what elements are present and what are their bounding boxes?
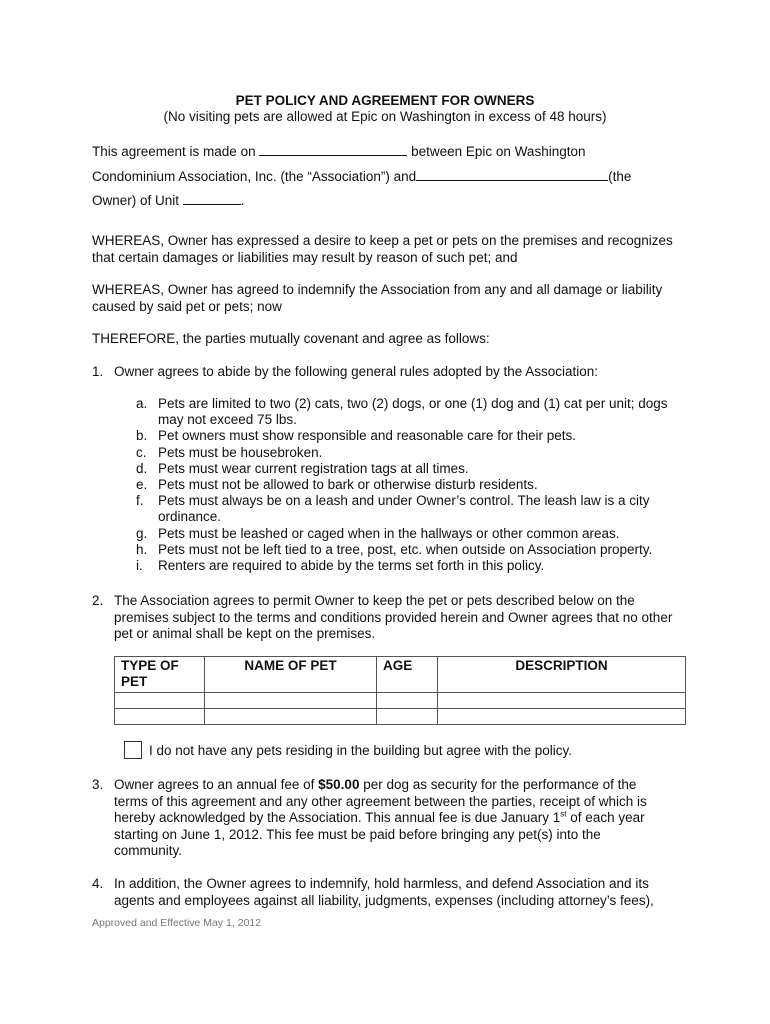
table-cell[interactable] (205, 693, 377, 709)
list-item (136, 396, 676, 428)
intro-text: (the (608, 169, 632, 184)
section-3-text-part: per dog as security for the performance of the terms of this agreement and any other agreement between the parties, receipt of which is hereby acknowledged by the Association. This annual fee is due January 1 (114, 777, 647, 825)
table-header-type: TYPE OF PET (115, 657, 205, 693)
intro-line-3 (92, 192, 245, 208)
table-header-name: NAME OF PET (205, 657, 377, 693)
section-2-text: The Association agrees to permit Owner to keep the pet or pets described below on the premises subject to the terms and conditions provided herein and Owner agrees that no other pet or animal shall be kept on the premises. (114, 593, 673, 641)
rule-letter: h. (136, 541, 148, 557)
section-2-number: 2. (92, 593, 104, 608)
rule-text: Pets must not be left tied to a tree, post, etc. when outside on Association property. (158, 541, 653, 557)
rule-text: Pets must be housebroken. (158, 444, 323, 460)
whereas-paragraph-2: WHEREAS, Owner has agreed to indemnify the Association from any and all damage or liability caused by said pet or pets; now (92, 282, 663, 314)
ordinal-suffix: st (560, 809, 567, 819)
rule-text: Pets must wear current registration tags at all times. (158, 460, 469, 476)
section-1-number: 1. (92, 364, 104, 379)
table-cell[interactable] (377, 693, 438, 709)
section-3-text (114, 777, 670, 860)
date-blank-field[interactable] (259, 143, 407, 156)
table-cell[interactable] (115, 709, 205, 725)
list-item (136, 445, 676, 461)
owner-name-blank-field[interactable] (416, 168, 608, 181)
rule-text: Pets are limited to two (2) cats, two (2) dogs, or one (1) dog and (1) cat per unit; dogs may not exceed 75 lbs. (158, 396, 668, 428)
table-cell[interactable] (438, 693, 686, 709)
rule-letter: e. (136, 477, 148, 493)
list-item (136, 558, 676, 574)
section-3-number: 3. (92, 777, 104, 792)
intro-text: Condominium Association, Inc. (the “Association”) and (92, 169, 417, 184)
page-footer: Approved and Effective May 1, 2012 (92, 917, 262, 929)
rule-letter: g. (136, 525, 148, 541)
table-header-age: AGE (377, 657, 438, 693)
table-cell[interactable] (115, 693, 205, 709)
rule-text: Pets must not be allowed to bark or otherwise disturb residents. (158, 477, 538, 493)
rule-letter: d. (136, 460, 148, 476)
unit-blank-field[interactable] (183, 192, 241, 205)
rule-text: Pets must always be on a leash and under Owner’s control. The leash law is a city ordinance. (158, 493, 650, 525)
intro-text: Owner) of Unit (92, 193, 180, 208)
section-3-text-part: of each year starting on June 1, 2012. This fee must be paid before bringing any pet(s) into the community. (114, 810, 645, 858)
rule-letter: i. (136, 558, 143, 574)
annual-fee-amount: $50.00 (318, 777, 360, 792)
rules-list (136, 396, 676, 574)
list-item (136, 428, 676, 444)
intro-line-1 (92, 143, 586, 159)
list-item (136, 461, 676, 477)
section-4-text: In addition, the Owner agrees to indemnify, hold harmless, and defend Association and its agents and employees against all liability, judgments, expenses (including attorney’s fees), (114, 876, 654, 908)
rule-letter: c. (136, 444, 147, 460)
rule-letter: f. (136, 493, 144, 509)
document-subtitle: (No visiting pets are allowed at Epic on Washington in excess of 48 hours) (163, 109, 607, 124)
rule-text: Renters are required to abide by the terms set forth in this policy. (158, 558, 545, 574)
document-title: PET POLICY AND AGREEMENT FOR OWNERS (235, 93, 535, 108)
rule-text: Pets must be leashed or caged when in the hallways or other common areas. (158, 525, 620, 541)
intro-text: . (240, 193, 245, 208)
section-4-number: 4. (92, 876, 104, 891)
list-item (136, 477, 676, 493)
list-item (136, 493, 676, 525)
section-1-text: Owner agrees to abide by the following general rules adopted by the Association: (114, 364, 599, 379)
table-row (115, 693, 686, 709)
intro-text: This agreement is made on (92, 144, 256, 159)
section-3-text-part: Owner agrees to an annual fee of (114, 777, 315, 792)
therefore-paragraph: THEREFORE, the parties mutually covenant and agree as follows: (92, 331, 490, 346)
pet-table (114, 656, 686, 725)
table-cell[interactable] (377, 709, 438, 725)
rule-letter: b. (136, 428, 148, 444)
pet-table-header-row (115, 657, 686, 693)
table-header-description: DESCRIPTION (438, 657, 686, 693)
no-pets-checkbox-label: I do not have any pets residing in the building but agree with the policy. (149, 743, 573, 758)
list-item (136, 526, 676, 542)
intro-text: between Epic on Washington (411, 144, 586, 159)
list-item (136, 542, 676, 558)
rule-text: Pet owners must show responsible and reasonable care for their pets. (158, 428, 576, 444)
whereas-paragraph-1: WHEREAS, Owner has expressed a desire to keep a pet or pets on the premises and recognizes that certain damages or liabilities may result by reason of such pet; and (92, 233, 673, 265)
rule-letter: a. (136, 396, 148, 411)
table-cell[interactable] (438, 709, 686, 725)
table-cell[interactable] (205, 709, 377, 725)
table-row (115, 709, 686, 725)
intro-line-2 (92, 168, 631, 184)
no-pets-checkbox[interactable] (124, 741, 142, 759)
